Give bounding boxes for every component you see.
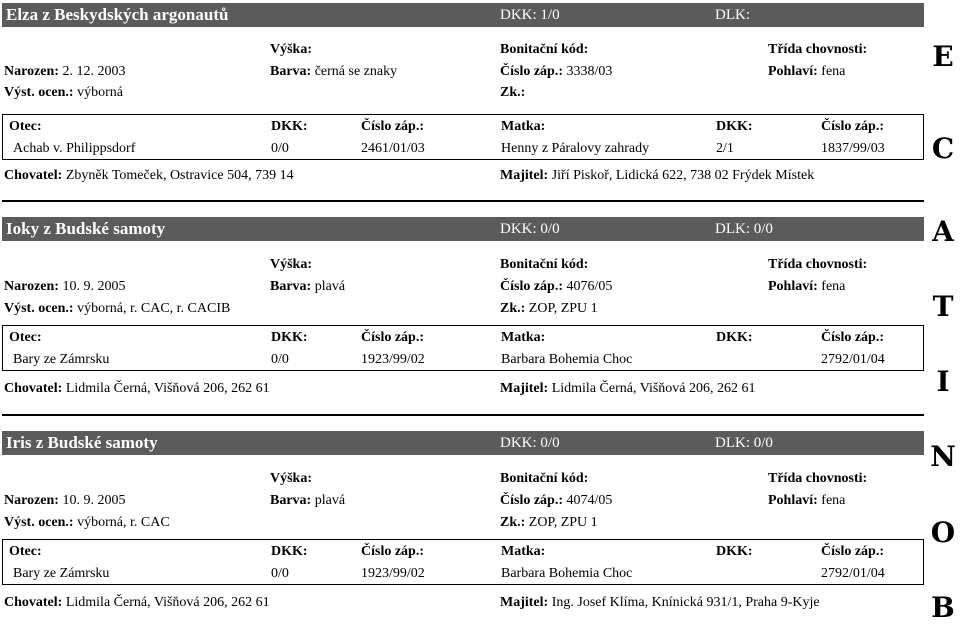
bonitation-code-label: Bonitační kód: (500, 42, 589, 57)
born-label: Narozen: (4, 493, 59, 508)
breeder-value: Lidmila Černá, Višňová 206, 262 61 (65, 595, 270, 610)
breeder-label: Chovatel: (4, 168, 63, 183)
sire-reg-label: Číslo záp.: (361, 544, 424, 559)
breeder-field (4, 167, 294, 185)
born-label: Narozen: (4, 64, 59, 79)
born-label: Narozen: (4, 279, 59, 294)
dam-dkk-label: DKK: (716, 330, 753, 345)
breeder-label: Chovatel: (4, 595, 63, 610)
show-rating-field (4, 84, 123, 102)
sex-field (768, 492, 845, 510)
dog-name: Elza z Beskydských argonautů (6, 5, 229, 24)
sire-dkk: 0/0 (271, 352, 289, 367)
sex-label: Pohlaví: (768, 64, 818, 79)
sire-dkk: 0/0 (271, 566, 289, 581)
sex-field (768, 278, 845, 296)
sex-value: fena (821, 279, 846, 294)
color-field (270, 63, 397, 81)
breeding-class-label: Třída chovnosti: (768, 42, 868, 57)
reg-number-value: 4074/05 (566, 493, 613, 508)
show-rating-value: výborná, r. CAC (77, 515, 170, 530)
sex-label: Pohlaví: (768, 493, 818, 508)
color-value: plavá (314, 493, 346, 508)
header-dlk: DLK: 0/0 (715, 435, 773, 451)
entry-header (2, 431, 924, 455)
header-dlk: DLK: 0/0 (715, 221, 773, 237)
dam-reg-number: 2792/01/04 (821, 352, 885, 367)
parents-box (2, 114, 924, 160)
color-label: Barva: (270, 64, 312, 79)
color-field (270, 492, 345, 510)
show-rating-label: Výst. ocen.: (4, 515, 74, 530)
exams-value: ZOP, ZPU 1 (528, 301, 598, 316)
color-field (270, 278, 345, 296)
bonitation-code-label: Bonitační kód: (500, 257, 589, 272)
show-rating-label: Výst. ocen.: (4, 85, 74, 100)
breeding-class-label: Třída chovnosti: (768, 471, 868, 486)
dam-dkk: 2/1 (716, 141, 734, 156)
color-label: Barva: (270, 279, 312, 294)
bonitation-code-label: Bonitační kód: (500, 471, 589, 486)
dam-reg-label: Číslo záp.: (821, 119, 884, 134)
reg-number-field (500, 492, 612, 510)
exams-field (500, 300, 598, 318)
parents-box (2, 539, 924, 585)
show-rating-field (4, 514, 170, 532)
brand-letter: T (932, 290, 954, 323)
sire-name: Bary ze Zámrsku (13, 352, 110, 367)
owner-field (500, 380, 756, 398)
reg-number-value: 3338/03 (566, 64, 613, 79)
header-dlk: DLK: (715, 7, 750, 23)
dam-label: Matka: (501, 119, 546, 134)
owner-value: Lidmila Černá, Višňová 206, 262 61 (551, 381, 756, 396)
dam-reg-number: 1837/99/03 (821, 141, 885, 156)
born-value: 2. 12. 2003 (62, 64, 126, 79)
exams-label: Zk.: (500, 515, 526, 530)
exams-field (500, 84, 525, 102)
breeder-field (4, 594, 270, 612)
dam-label: Matka: (501, 544, 546, 559)
owner-label: Majitel: (500, 168, 549, 183)
height-label: Výška: (270, 42, 313, 57)
entry-divider (2, 414, 924, 416)
owner-field (500, 167, 814, 185)
breeding-class-label: Třída chovnosti: (768, 257, 868, 272)
dog-name: Iris z Budské samoty (6, 433, 158, 452)
sire-reg-number: 1923/99/02 (361, 352, 425, 367)
show-rating-field (4, 300, 230, 318)
brand-letter: B (931, 591, 955, 624)
dam-dkk-label: DKK: (716, 119, 753, 134)
dam-reg-label: Číslo záp.: (821, 330, 884, 345)
sire-name: Achab v. Philippsdorf (13, 141, 136, 156)
owner-field (500, 594, 820, 612)
dam-reg-label: Číslo záp.: (821, 544, 884, 559)
sire-name: Bary ze Zámrsku (13, 566, 110, 581)
entry-divider (2, 200, 924, 202)
exams-label: Zk.: (500, 301, 526, 316)
color-value: černá se znaky (314, 64, 398, 79)
born-value: 10. 9. 2005 (62, 493, 126, 508)
born-field (4, 492, 125, 510)
dam-name: Barbara Bohemia Choc (501, 566, 633, 581)
sex-value: fena (821, 64, 846, 79)
color-label: Barva: (270, 493, 312, 508)
born-field (4, 63, 125, 81)
dam-dkk-label: DKK: (716, 544, 753, 559)
brand-letter: O (930, 516, 956, 549)
height-label: Výška: (270, 471, 313, 486)
exams-value: ZOP, ZPU 1 (528, 515, 598, 530)
sire-dkk-label: DKK: (271, 119, 308, 134)
sire-label: Otec: (9, 544, 42, 559)
sire-dkk-label: DKK: (271, 330, 308, 345)
sex-field (768, 63, 845, 81)
sex-label: Pohlaví: (768, 279, 818, 294)
brand-letter: I (936, 365, 950, 398)
sire-reg-label: Číslo záp.: (361, 330, 424, 345)
breeder-field (4, 380, 270, 398)
sire-reg-number: 2461/01/03 (361, 141, 425, 156)
brand-letter: N (930, 440, 956, 473)
show-rating-value: výborná (77, 85, 123, 100)
exams-field (500, 514, 598, 532)
sire-dkk: 0/0 (271, 141, 289, 156)
breeder-value: Zbyněk Tomeček, Ostravice 504, 739 14 (65, 168, 294, 183)
reg-number-label: Číslo záp.: (500, 64, 563, 79)
dam-label: Matka: (501, 330, 546, 345)
dam-reg-number: 2792/01/04 (821, 566, 885, 581)
parents-box (2, 325, 924, 371)
reg-number-value: 4076/05 (566, 279, 613, 294)
born-field (4, 278, 125, 296)
entry-header (2, 3, 924, 27)
height-label: Výška: (270, 257, 313, 272)
sire-reg-number: 1923/99/02 (361, 566, 425, 581)
dog-name: Ioky z Budské samoty (6, 219, 166, 238)
reg-number-field (500, 63, 612, 81)
dam-name: Henny z Páralovy zahrady (501, 141, 650, 156)
breeder-label: Chovatel: (4, 381, 63, 396)
brand-vertical (926, 0, 960, 631)
header-dkk: DKK: 1/0 (500, 7, 560, 23)
reg-number-field (500, 278, 612, 296)
exams-label: Zk.: (500, 85, 526, 100)
breeder-value: Lidmila Černá, Višňová 206, 262 61 (65, 381, 270, 396)
show-rating-value: výborná, r. CAC, r. CACIB (77, 301, 231, 316)
header-dkk: DKK: 0/0 (500, 221, 560, 237)
owner-value: Jiří Piskoř, Lidická 622, 738 02 Frýdek Místek (551, 168, 815, 183)
born-value: 10. 9. 2005 (62, 279, 126, 294)
owner-label: Majitel: (500, 595, 549, 610)
sire-dkk-label: DKK: (271, 544, 308, 559)
brand-letter: E (932, 40, 954, 73)
owner-label: Majitel: (500, 381, 549, 396)
brand-letter: A (932, 215, 954, 248)
sire-label: Otec: (9, 330, 42, 345)
brand-letter: C (931, 132, 955, 165)
header-dkk: DKK: 0/0 (500, 435, 560, 451)
color-value: plavá (314, 279, 346, 294)
reg-number-label: Číslo záp.: (500, 279, 563, 294)
show-rating-label: Výst. ocen.: (4, 301, 74, 316)
owner-value: Ing. Josef Klíma, Knínická 931/1, Praha 9-Kyje (551, 595, 820, 610)
sire-label: Otec: (9, 119, 42, 134)
dam-name: Barbara Bohemia Choc (501, 352, 633, 367)
sex-value: fena (821, 493, 846, 508)
entry-header (2, 217, 924, 241)
sire-reg-label: Číslo záp.: (361, 119, 424, 134)
reg-number-label: Číslo záp.: (500, 493, 563, 508)
